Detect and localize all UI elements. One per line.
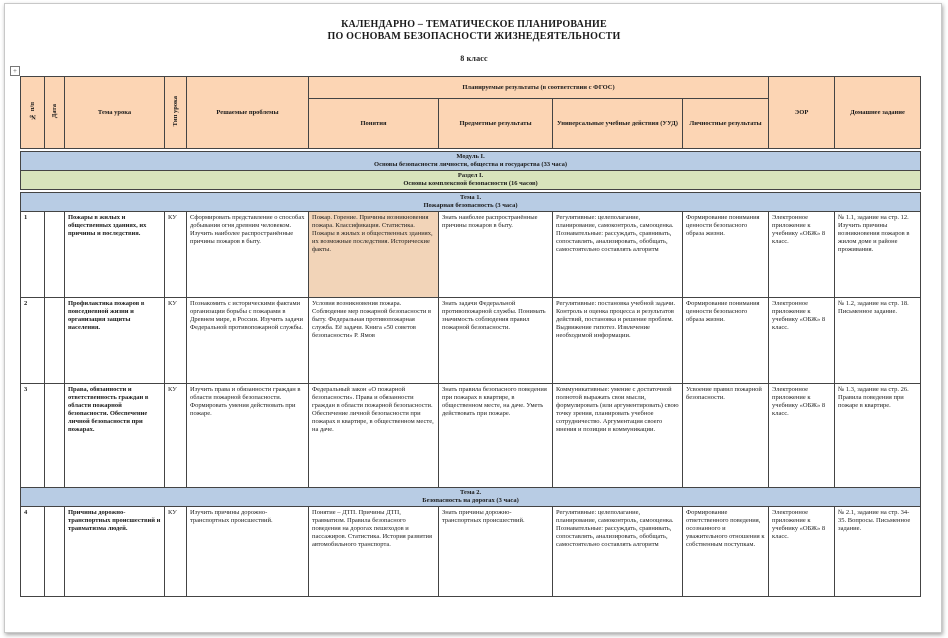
row-personal-results: Формирование понимания ценности безопасного образа жизни. — [683, 298, 769, 384]
row-eor: Электронное приложение к учебнику «ОБЖ» 8 класс. — [769, 298, 835, 384]
row-subject-results: Знать наиболее распространённые причины пожаров в быту. — [439, 212, 553, 298]
row-subject-results: Знать задачи Федеральной противопожарной службы. Понимать значимость соблюдения правил пожарной безопасности. — [439, 298, 553, 384]
row-date — [45, 298, 65, 384]
row-concepts: Пожар. Горение. Причины возникновения пожара. Классификация. Статистика. Пожары в жилых и общественных зданиях, их возможные последствия. Исторические факты. — [309, 212, 439, 298]
table-row — [21, 212, 921, 298]
row-subject-results: Знать правила безопасного поведения при пожарах в квартире, в общественном месте, на даче. Уметь действовать при пожаре. — [439, 384, 553, 488]
row-num: 1 — [21, 212, 45, 298]
row-problems: Изучить причины дорожно-транспортных происшествий. — [187, 507, 309, 597]
column-header-num: № п/п — [21, 77, 45, 149]
row-topic: Причины дорожно-транспортных происшествий и травматизма людей. — [65, 507, 165, 597]
column-header-planned-results: Планируемые результаты (в соответствии с ФГОС) — [309, 77, 769, 99]
row-uud: Регулятивные: целеполагание, планирование, самоконтроль, самооценка. Познавательные: рассуждать, сравнивать, сопоставлять, анализировать, обобщать, самостоятельно составлять алгоритм — [553, 212, 683, 298]
row-topic: Профилактика пожаров в повседневной жизни и организация защиты населения. — [65, 298, 165, 384]
row-type: КУ — [165, 212, 187, 298]
row-num: 3 — [21, 384, 45, 488]
row-homework: № 1.2, задание на стр. 18. Письменное задание. — [835, 298, 921, 384]
column-header-concepts: Понятия — [309, 99, 439, 149]
column-header-topic: Тема урока — [65, 77, 165, 149]
module-heading: Модуль I. Основы безопасности личности, общества и государства (33 часа) — [21, 152, 921, 171]
row-topic: Права, обязанности и ответственность граждан в области пожарной безопасности. Обеспечение личной безопасности при пожарах. — [65, 384, 165, 488]
column-header-subject-results: Предметные результаты — [439, 99, 553, 149]
row-date — [45, 507, 65, 597]
row-uud: Коммуникативные: умение с достаточной полнотой выражать свои мысли, формулировать (или аргументировать) свою точку зрения, планировать учебное сотрудничество. Аргументация своего мнения и позиции в коммуникации. — [553, 384, 683, 488]
row-subject-results: Знать причины дорожно-транспортных происшествий. — [439, 507, 553, 597]
row-problems: Изучить права и обязанности граждан в области пожарной безопасности. Формировать умения действовать при пожаре. — [187, 384, 309, 488]
row-eor: Электронное приложение к учебнику «ОБЖ» 8 класс. — [769, 384, 835, 488]
table-row — [21, 507, 921, 597]
row-type: КУ — [165, 507, 187, 597]
row-personal-results: Усвоение правил пожарной безопасности. — [683, 384, 769, 488]
row-topic: Пожары в жилых и общественных зданиях, их причины и последствия. — [65, 212, 165, 298]
column-header-personal-results: Личностные результаты — [683, 99, 769, 149]
topic-heading-fire: Тема 1. Пожарная безопасность (3 часа) — [21, 193, 921, 212]
row-concepts: Федеральный закон «О пожарной безопасности». Права и обязанности граждан в области пожарной безопасности. Обеспечение личной безопасности при пожарах в квартире, в общественном месте, на даче. — [309, 384, 439, 488]
column-header-uud: Универсальные учебные действия (УУД) — [553, 99, 683, 149]
grade-label: 8 класс — [460, 54, 488, 63]
row-homework: № 1.3, задание на стр. 26. Правила поведения при пожаре в квартире. — [835, 384, 921, 488]
row-date — [45, 212, 65, 298]
document-title-line2: ПО ОСНОВАМ БЕЗОПАСНОСТИ ЖИЗНЕДЕЯТЕЛЬНОСТИ — [327, 31, 621, 42]
row-personal-results: Формирование ответственного поведения, осознанного и уважительного отношения к собственным поступкам. — [683, 507, 769, 597]
column-header-type: Тип урока — [165, 77, 187, 149]
row-date — [45, 384, 65, 488]
row-problems: Сформировать представление о способах добывания огня древним человеком. Изучить наиболее распространённые причины пожаров в быту. — [187, 212, 309, 298]
row-type: КУ — [165, 384, 187, 488]
row-concepts: Понятие – ДТП. Причины ДТП, травматизм. Правила безопасного поведения на дорогах пешеходов и пассажиров. Статистика. История развития автомобильного транспорта. — [309, 507, 439, 597]
column-header-homework: Домашнее задание — [835, 77, 921, 149]
column-header-problems: Решаемые проблемы — [187, 77, 309, 149]
table-row — [21, 298, 921, 384]
topic-heading-roads: Тема 2. Безопасность на дорогах (3 часа) — [21, 488, 921, 507]
row-problems: Познакомить с историческими фактами организации борьбы с пожарами в Древнем мире, в России. Изучить задачи Федеральной противопожарной службы. — [187, 298, 309, 384]
section-heading: Раздел I. Основы комплексной безопасности (16 часов) — [21, 171, 921, 190]
row-num: 2 — [21, 298, 45, 384]
table-row — [21, 384, 921, 488]
column-header-date: Дата — [45, 77, 65, 149]
row-num: 4 — [21, 507, 45, 597]
document-title-line1: КАЛЕНДАРНО – ТЕМАТИЧЕСКОЕ ПЛАНИРОВАНИЕ — [341, 19, 607, 30]
row-homework: № 2.1, задание на стр. 34-35. Вопросы. Письменное задание. — [835, 507, 921, 597]
table-move-handle-icon[interactable]: + — [10, 66, 20, 76]
row-homework: № 1.1, задание на стр. 12. Изучить причины возникновения пожаров в жилом доме и районе проживания. — [835, 212, 921, 298]
row-concepts: Условия возникновения пожара. Соблюдение мер пожарной безопасности в быту. Федеральная противопожарная служба. Её задачи. Книга «50 советов безопасности» Р. Ямов — [309, 298, 439, 384]
row-eor: Электронное приложение к учебнику «ОБЖ» 8 класс. — [769, 212, 835, 298]
row-type: КУ — [165, 298, 187, 384]
row-eor: Электронное приложение к учебнику «ОБЖ» 8 класс. — [769, 507, 835, 597]
planning-table — [20, 76, 921, 597]
row-personal-results: Формирование понимания ценности безопасного образа жизни. — [683, 212, 769, 298]
row-uud: Регулятивные: целеполагание, планирование, самоконтроль, самооценка. Познавательные: рассуждать, сравнивать, сопоставлять, анализировать, обобщать, самостоятельно составлять алгоритм — [553, 507, 683, 597]
row-uud: Регулятивные: постановка учебной задачи. Контроль и оценка процесса и результатов действий, постановка и решение проблем. Выдвижение гипотез. Извлечение необходимой информации. — [553, 298, 683, 384]
column-header-eor: ЭОР — [769, 77, 835, 149]
